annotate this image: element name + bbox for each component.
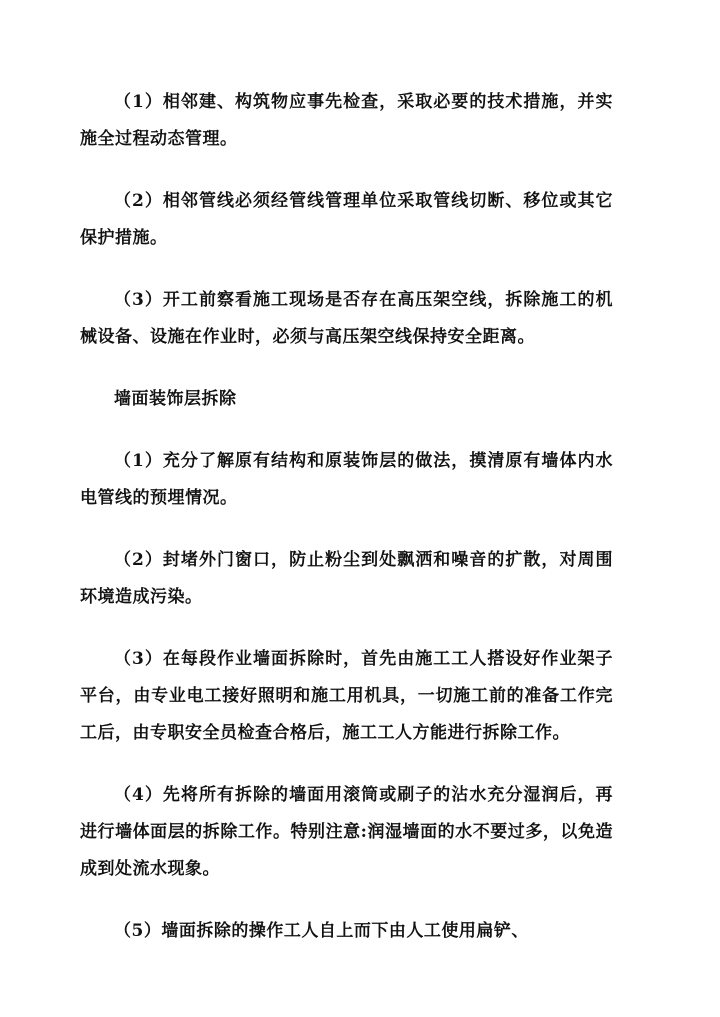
paragraph-2: （2）相邻管线必须经管线管理单位采取管线切断、移位或其它保护措施。 xyxy=(80,191,613,248)
section-paragraph-5: （5）墙面拆除的操作工人自上而下由人工使用扁铲、 xyxy=(114,921,529,941)
section-paragraph-4: （4）先将所有拆除的墙面用滚筒或刷子的沾水充分湿润后，再进行墙体面层的拆除工作。特别注意:润湿墙面的水不要过多，以免造成到处流水现象。 xyxy=(80,785,613,879)
document-body xyxy=(80,84,613,975)
section-heading: 墙面装饰层拆除 xyxy=(114,389,237,409)
section-paragraph-3: （3）在每段作业墙面拆除时，首先由施工工人搭设好作业架子平台，由专业电工接好照明和施工用机具，一切施工前的准备工作完工后，由专职安全员检查合格后，施工工人方能进行拆除工作。 xyxy=(80,649,613,743)
paragraph-1: （1）相邻建、构筑物应事先检查，采取必要的技术措施，并实施全过程动态管理。 xyxy=(80,92,613,149)
paragraph-3: （3）开工前察看施工现场是否存在高压架空线，拆除施工的机械设备、设施在作业时，必须与高压架空线保持安全距离。 xyxy=(80,290,613,347)
section-paragraph-1: （1）充分了解原有结构和原装饰层的做法，摸清原有墙体内水电管线的预埋情况。 xyxy=(80,451,613,508)
section-paragraph-2: （2）封堵外门窗口，防止粉尘到处飘洒和噪音的扩散，对周围环境造成污染。 xyxy=(80,550,613,607)
